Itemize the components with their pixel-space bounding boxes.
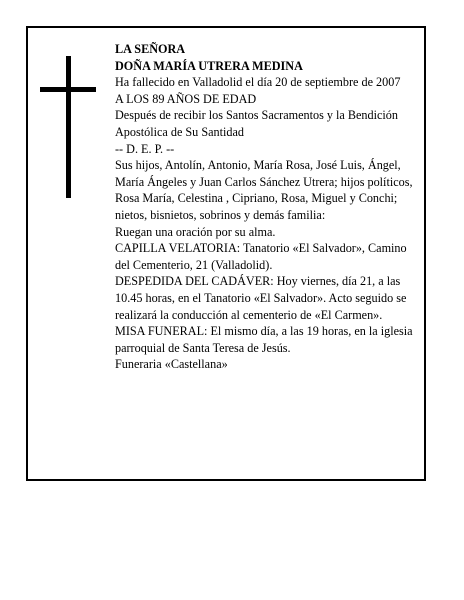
cross-icon	[40, 56, 96, 198]
cross-vertical-bar	[66, 56, 71, 198]
notice-text	[115, 41, 415, 373]
family-list: Sus hijos, Antolín, Antonio, María Rosa, José Luis, Ángel, María Ángeles y Juan Carlos Sánchez Utrera; hijos políticos, Rosa María, Celestina , Cipriano, Rosa, Miguel y Conchi; nietos, bisnietos, sobrinos y demás familia:	[115, 158, 413, 222]
rest-in-peace: -- D. E. P. --	[115, 141, 175, 156]
deceased-name: DOÑA MARÍA UTRERA MEDINA	[115, 58, 303, 73]
age-at-death: A LOS 89 AÑOS DE EDAD	[115, 91, 257, 106]
funeral-home: Funeraria «Castellana»	[115, 357, 228, 372]
notice-title: LA SEÑORA	[115, 42, 186, 56]
prayer-request: Ruegan una oración por su alma.	[115, 224, 276, 239]
obituary-notice	[26, 26, 426, 481]
farewell-info: DESPEDIDA DEL CADÁVER: Hoy viernes, día 21, a las 10.45 horas, en el Tanatorio «El Salvador». Acto seguido se realizará la conducción al cementerio de «El Carmen».	[115, 274, 407, 322]
death-info: Ha fallecido en Valladolid el día 20 de septiembre de 2007	[115, 75, 401, 90]
cross-horizontal-bar	[40, 87, 96, 92]
chapel-info: CAPILLA VELATORIA: Tanatorio «El Salvador», Camino del Cementerio, 21 (Valladolid).	[115, 241, 407, 272]
sacraments-text: Después de recibir los Santos Sacramentos y la Bendición Apostólica de Su Santidad	[115, 108, 398, 139]
funeral-mass-info: MISA FUNERAL: El mismo día, a las 19 horas, en la iglesia parroquial de Santa Teresa de Jesús.	[115, 324, 413, 355]
